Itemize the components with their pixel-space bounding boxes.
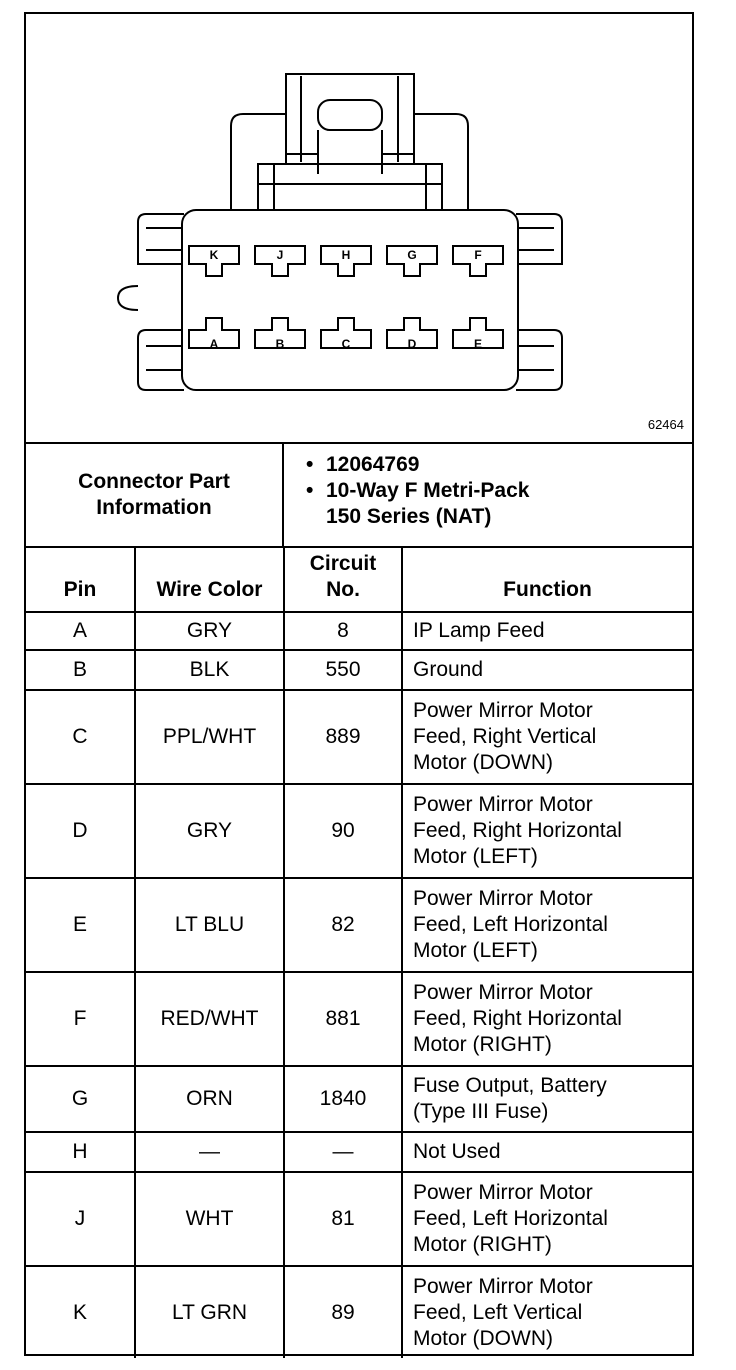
function-line: Feed, Left Horizontal xyxy=(413,913,608,936)
function-line: Fuse Output, Battery xyxy=(413,1074,607,1097)
cavity-label: H xyxy=(341,248,351,262)
function-line: Motor (RIGHT) xyxy=(413,1033,552,1056)
cavity-label: K xyxy=(209,248,219,262)
function-cell xyxy=(402,690,692,784)
wire-color-cell: GRY xyxy=(135,784,284,878)
header-circuit xyxy=(284,546,402,612)
wire-color-cell: LT GRN xyxy=(135,1266,284,1358)
connector-series: 150 Series (NAT) xyxy=(326,505,492,528)
cavity-label: A xyxy=(209,337,219,351)
table-row xyxy=(26,1172,692,1266)
pin-cell: D xyxy=(26,784,135,878)
function-line: Not Used xyxy=(413,1140,501,1163)
cavity-label: J xyxy=(276,248,284,262)
function-line: Feed, Left Vertical xyxy=(413,1300,583,1324)
table-row xyxy=(26,1132,692,1172)
function-cell xyxy=(402,612,692,650)
function-line: Motor (RIGHT) xyxy=(413,1233,552,1256)
connector-document xyxy=(24,12,694,1356)
wire-color-cell: — xyxy=(135,1132,284,1172)
circuit-cell: 881 xyxy=(284,972,402,1066)
cavity-label: F xyxy=(474,248,482,262)
cavity-label: E xyxy=(473,337,483,351)
function-line: Motor (LEFT) xyxy=(413,939,538,962)
function-line: Motor (DOWN) xyxy=(413,751,553,774)
function-line: Feed, Left Horizontal xyxy=(413,1207,608,1230)
table-row xyxy=(26,690,692,784)
function-line: Motor (LEFT) xyxy=(413,845,538,868)
function-line: IP Lamp Feed xyxy=(413,619,545,642)
cavity-label: G xyxy=(407,248,417,262)
table-row xyxy=(26,1066,692,1132)
function-line: Feed, Right Horizontal xyxy=(413,819,622,842)
connector-illustration xyxy=(26,14,692,444)
header-circuit-line2: No. xyxy=(326,578,360,601)
wire-color-cell: RED/WHT xyxy=(135,972,284,1066)
function-cell xyxy=(402,784,692,878)
table-row xyxy=(26,972,692,1066)
pin-cell: B xyxy=(26,650,135,690)
figure-number: 62464 xyxy=(647,417,684,432)
table-row xyxy=(26,612,692,650)
bullet-icon: • xyxy=(306,479,314,502)
cavity-label: C xyxy=(341,337,351,351)
connector-info-label xyxy=(26,444,284,546)
function-line: Feed, Right Horizontal xyxy=(413,1007,622,1030)
cavity-label: B xyxy=(275,337,285,351)
connector-type: 10-Way F Metri-Pack xyxy=(326,479,530,502)
pin-cell: G xyxy=(26,1066,135,1132)
pin-cell: F xyxy=(26,972,135,1066)
wire-color-cell: BLK xyxy=(135,650,284,690)
circuit-cell: 89 xyxy=(284,1266,402,1358)
circuit-cell: 82 xyxy=(284,878,402,972)
connector-info-list xyxy=(306,452,530,530)
table-row xyxy=(26,784,692,878)
circuit-cell: 1840 xyxy=(284,1066,402,1132)
table-row xyxy=(26,1266,692,1358)
function-line: (Type III Fuse) xyxy=(413,1100,549,1123)
function-cell xyxy=(402,1172,692,1266)
function-cell xyxy=(402,1066,692,1132)
bullet-icon: • xyxy=(306,453,314,476)
part-number: 12064769 xyxy=(326,453,420,476)
function-cell xyxy=(402,878,692,972)
table-row xyxy=(26,878,692,972)
header-function: Function xyxy=(402,546,692,612)
function-line: Power Mirror Motor xyxy=(413,793,593,816)
function-line: Power Mirror Motor xyxy=(413,1274,593,1298)
pinout-table xyxy=(26,546,692,1358)
function-line: Motor (DOWN) xyxy=(413,1326,553,1350)
info-label-line2: Information xyxy=(96,496,212,519)
connector-drawing xyxy=(26,14,692,442)
function-line: Ground xyxy=(413,658,484,681)
table-row xyxy=(26,650,692,690)
wire-color-cell: GRY xyxy=(135,612,284,650)
circuit-cell: 90 xyxy=(284,784,402,878)
header-pin: Pin xyxy=(26,546,135,612)
wire-color-cell: PPL/WHT xyxy=(135,690,284,784)
wire-color-cell: LT BLU xyxy=(135,878,284,972)
pin-cell: H xyxy=(26,1132,135,1172)
circuit-cell: 8 xyxy=(284,612,402,650)
pin-cell: A xyxy=(26,612,135,650)
function-cell xyxy=(402,1266,692,1358)
circuit-cell: 889 xyxy=(284,690,402,784)
function-cell xyxy=(402,972,692,1066)
header-wire-color: Wire Color xyxy=(135,546,284,612)
function-line: Power Mirror Motor xyxy=(413,699,593,722)
circuit-cell: 81 xyxy=(284,1172,402,1266)
pin-cell: E xyxy=(26,878,135,972)
function-line: Power Mirror Motor xyxy=(413,981,593,1004)
circuit-cell: — xyxy=(284,1132,402,1172)
table-header-row xyxy=(26,546,692,612)
function-line: Feed, Right Vertical xyxy=(413,725,597,748)
function-line: Power Mirror Motor xyxy=(413,887,593,910)
function-cell xyxy=(402,1132,692,1172)
info-label-line1: Connector Part xyxy=(78,470,230,493)
wire-color-cell: WHT xyxy=(135,1172,284,1266)
pin-cell: C xyxy=(26,690,135,784)
header-circuit-line1: Circuit xyxy=(309,552,377,575)
cavity-label: D xyxy=(407,337,417,351)
pinout-rows xyxy=(26,612,692,1358)
circuit-cell: 550 xyxy=(284,650,402,690)
pin-cell: K xyxy=(26,1266,135,1358)
connector-part-info xyxy=(26,444,692,548)
function-cell xyxy=(402,650,692,690)
pin-cell: J xyxy=(26,1172,135,1266)
function-line: Power Mirror Motor xyxy=(413,1181,593,1204)
wire-color-cell: ORN xyxy=(135,1066,284,1132)
